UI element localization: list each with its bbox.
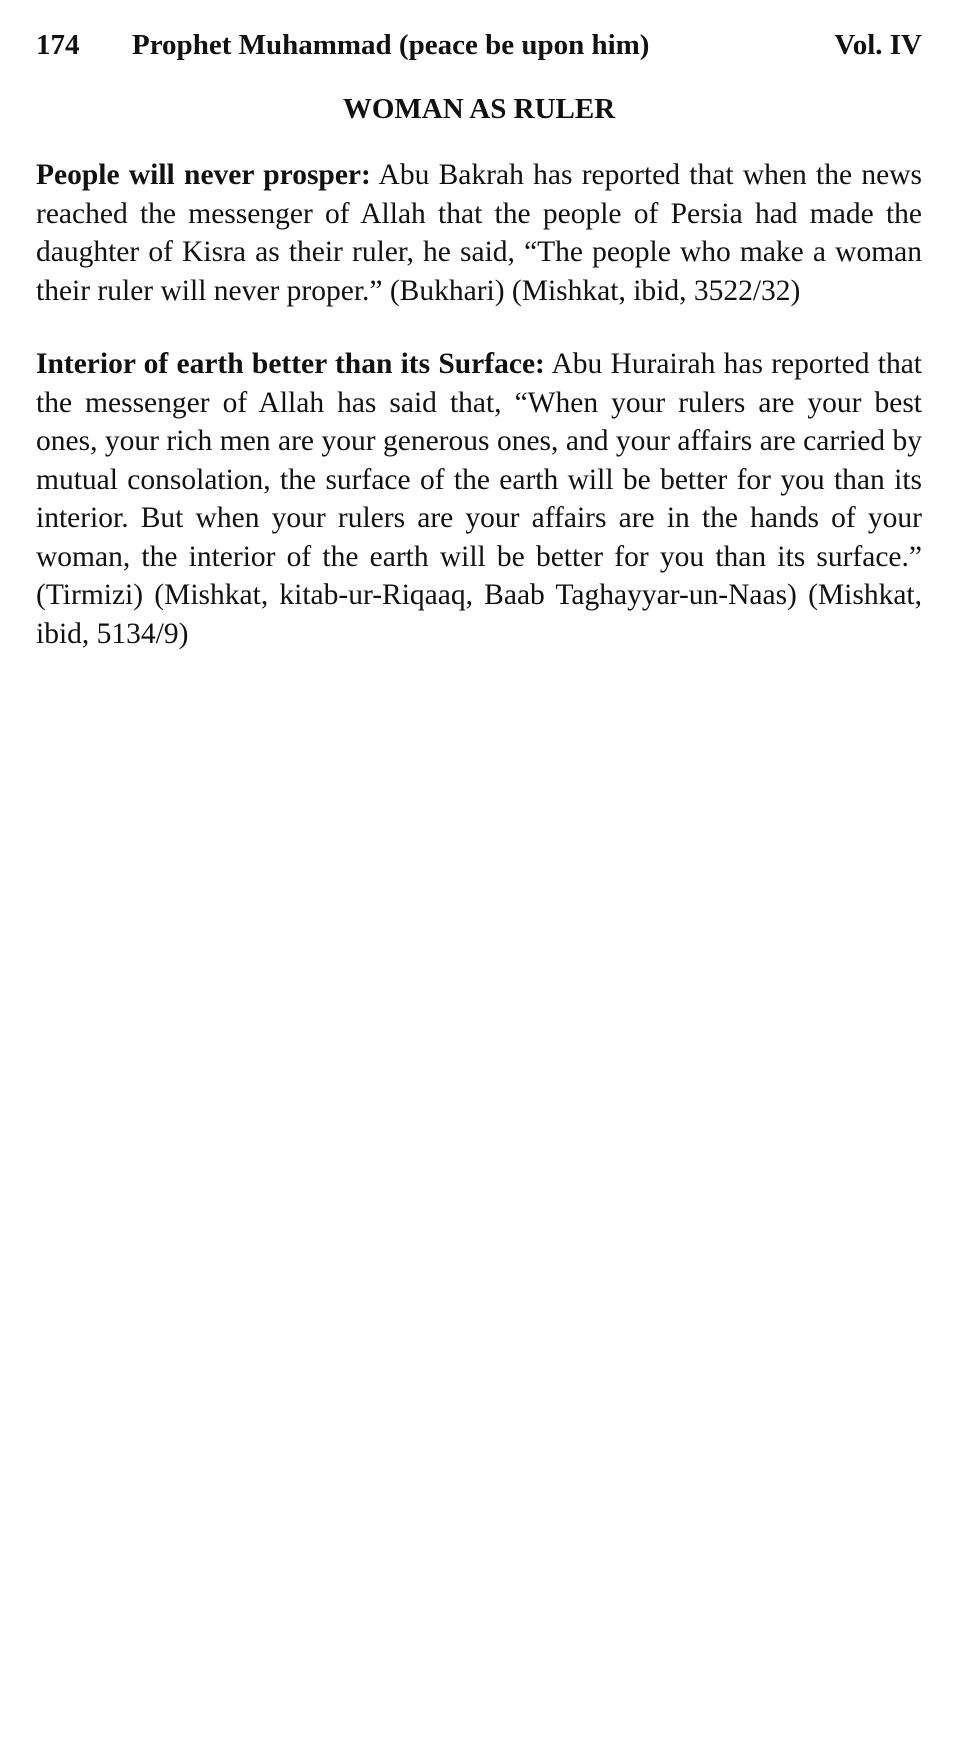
document-page <box>36 26 922 688</box>
running-header <box>36 26 922 64</box>
hadith-entry-interior-of-earth <box>36 345 922 653</box>
volume-label: Vol. IV <box>834 29 922 61</box>
section-title: WOMAN AS RULER <box>342 93 616 125</box>
entry-heading: Interior of earth better than its Surface: <box>36 348 545 380</box>
entry-heading: People will never prosper: <box>36 159 371 191</box>
page-number: 174 <box>36 29 80 61</box>
book-title: Prophet Muhammad (peace be upon him) <box>132 29 650 61</box>
entry-text: Abu Bakrah has reported that when the news reached the messenger of Allah that the people of Persia had made the daughter of Kisra as their ruler, he said, “The people who make a woman their ruler will never proper.” (Bukhari) (Mishkat, ibid, 3522/32) <box>36 159 922 307</box>
hadith-entry-prosper <box>36 156 922 310</box>
entry-text: Abu Hurairah has reported that the messenger of Allah has said that, “When your rulers are your best ones, your rich men are your generous ones, and your affairs are carried by mutual consolation, the surface of the earth will be better for you than its interior. But when your rulers are your affairs are in the hands of your woman, the interior of the earth will be better for you than its surface.” (Tirmizi) (Mishkat, kitab-ur-Riqaaq, Baab Taghayyar-un-Naas) (Mishkat, ibid, 5134/9) <box>36 348 923 650</box>
